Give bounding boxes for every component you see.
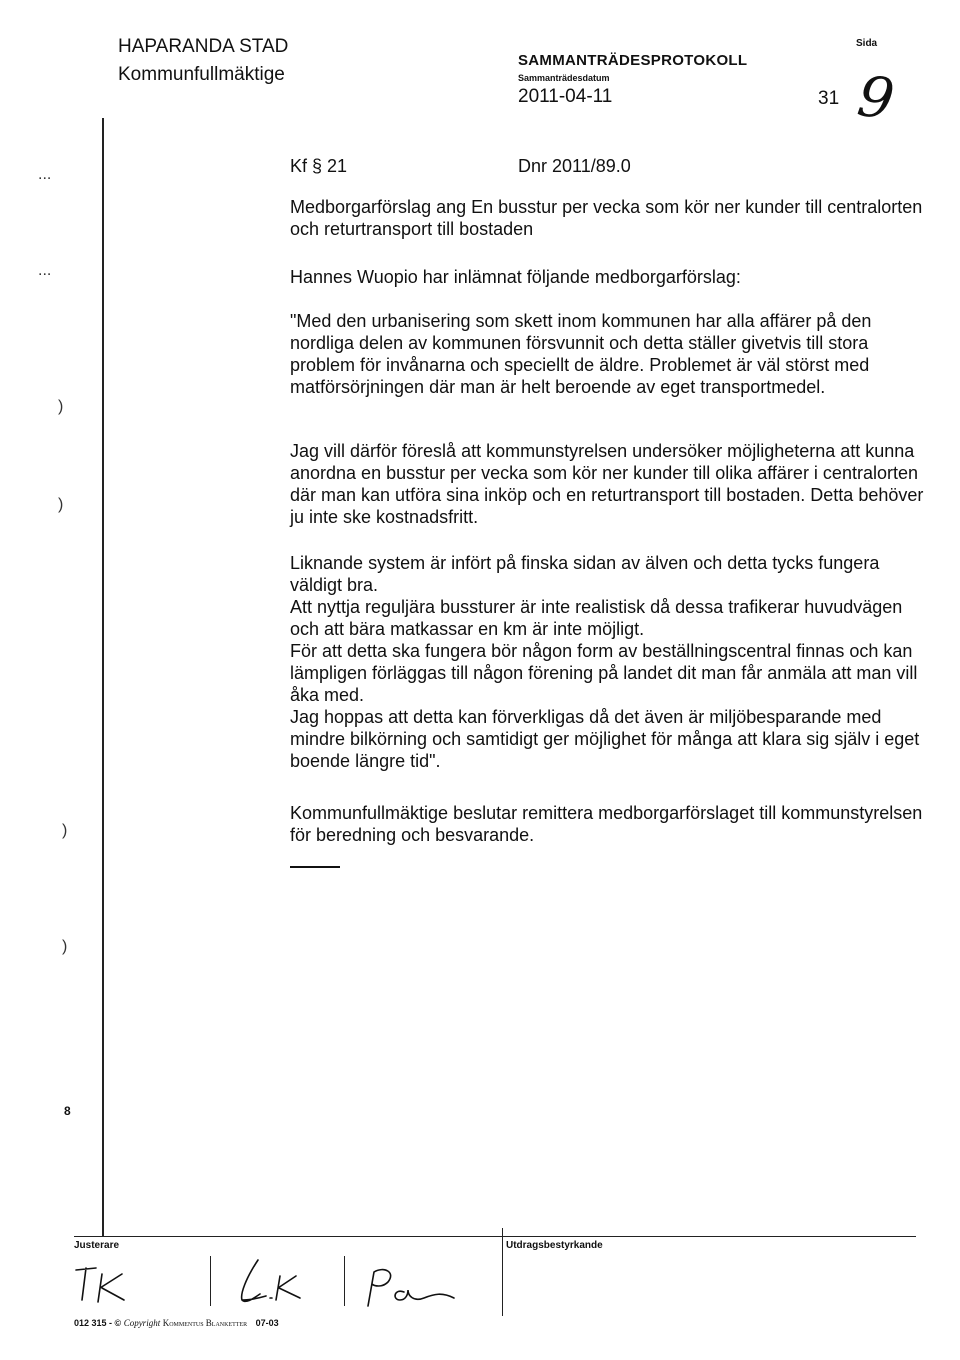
paragraph-number: Kf § 21: [290, 156, 348, 176]
utdragsbestyrkande-label: Utdragsbestyrkande: [506, 1240, 603, 1251]
meeting-date: 2011-04-11: [518, 86, 613, 107]
publisher-name: Kommentus Blanketter: [162, 1318, 248, 1328]
margin-mark-4: ): [62, 938, 68, 955]
footer-rule: [74, 1236, 916, 1237]
intro-text: Hannes Wuopio har inlämnat följande medborgarförslag:: [290, 267, 741, 287]
proposal-line: Liknande system är infört på finska sidan av älven och detta tycks fungera väldigt bra.: [290, 553, 880, 595]
margin-mark-1: ): [58, 398, 64, 415]
margin-dots-2: ...: [38, 262, 52, 279]
margin-mark-3: ): [62, 822, 68, 839]
page-label: Sida: [856, 38, 878, 49]
form-number: 012 315 - ©: [74, 1318, 122, 1328]
end-rule: [290, 866, 340, 868]
meeting-date-label: Sammanträdesdatum: [518, 73, 610, 83]
form-footer: [74, 1318, 279, 1328]
proposal-line: Att nyttja reguljära bussturer är inte realistisk då dessa trafikerar huvudvägen och att bära matkassar en km är inte möjligt.: [290, 597, 903, 639]
proposal-paragraph-3: [290, 552, 928, 772]
justerare-signatures: [74, 1248, 494, 1314]
committee-name: Kommunfullmäktige: [118, 64, 285, 85]
organization-name: HAPARANDA STAD: [118, 36, 289, 57]
justerare-label: Justerare: [74, 1240, 120, 1251]
diary-number: Dnr 2011/89.0: [518, 156, 631, 176]
margin-mark-2: ): [58, 496, 64, 513]
proposal-line: Jag hoppas att detta kan förverkligas då det även är miljöbesparande med mindre bilkörning och samtidigt ger möjlighet för många att klara sig själv i eget boende längre tid".: [290, 707, 920, 771]
protocol-title: SAMMANTRÄDESPROTOKOLL: [518, 52, 748, 69]
margin-dots-1: ...: [38, 166, 52, 183]
left-margin-rule: [102, 118, 104, 1236]
proposal-paragraph-2: Jag vill därför föreslå att kommunstyrelsen undersöker möjligheterna att kunna anordna en busstur per vecka som kör ner kunder till olika affärer i centralorten där man kan utföra sina inköp och en returtransport till bostaden. Detta behöver ju inte ske kostnadsfritt.: [290, 441, 924, 527]
form-version: 07-03: [255, 1318, 279, 1328]
handwritten-page-number: 9: [853, 63, 898, 134]
proposal-paragraph-1: "Med den urbanisering som skett inom kommunen har alla affärer på den nordliga delen av kommunen försvunnit och detta ställer givetvis till stora problem för invånarna och speciellt de äldre. Problemet är väl störst med matförsörjningen där man är helt beroende av eget transportmedel.: [290, 311, 872, 397]
decision-text: Kommunfullmäktige beslutar remittera medborgarförslaget till kommunstyrelsen för beredning och besvarande.: [290, 803, 923, 845]
footer-divider: [502, 1228, 503, 1316]
item-title: Medborgarförslag ang En busstur per vecka som kör ner kunder till centralorten och returtransport till bostaden: [290, 197, 923, 239]
margin-number: 8: [64, 1104, 71, 1118]
page-number: 31: [818, 88, 840, 109]
proposal-line: För att detta ska fungera bör någon form av beställningscentral finnas och kan lämpligen förläggas till någon förening på landet dit man får anmäla att man vill åka med.: [290, 641, 918, 705]
copyright-word: Copyright: [123, 1318, 161, 1328]
